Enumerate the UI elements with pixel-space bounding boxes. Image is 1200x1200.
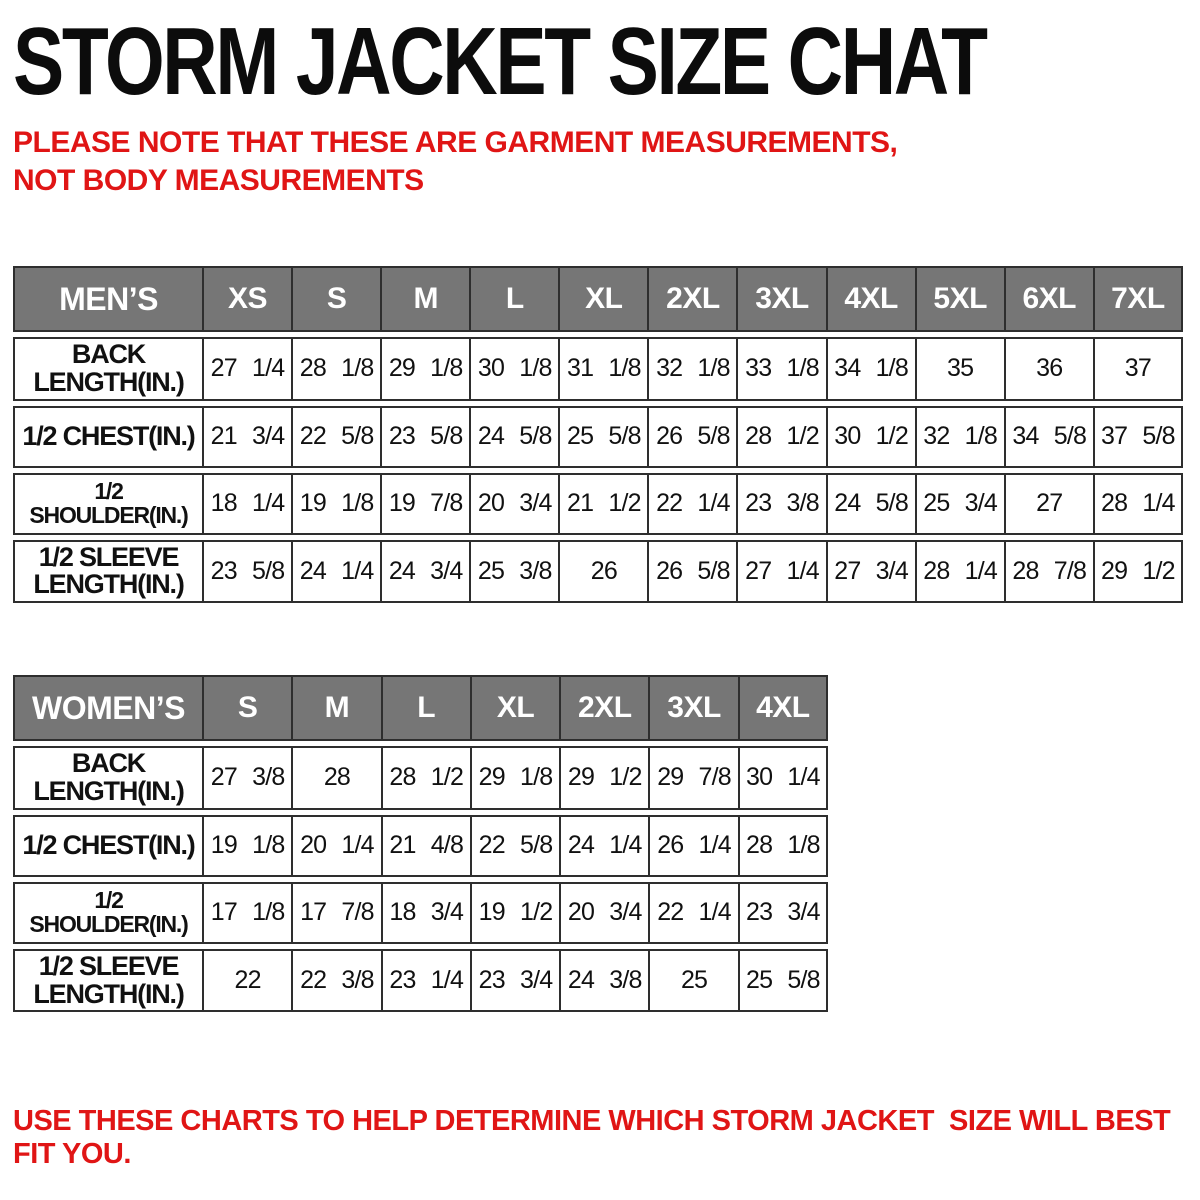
cell-value: 36	[1005, 337, 1094, 401]
womens-half-shoulder-row	[13, 882, 828, 944]
cell-value: 28 7/8	[1005, 540, 1094, 604]
mens-half-sleeve-row	[13, 540, 1183, 604]
mens-half-shoulder-row	[13, 473, 1183, 535]
womens-back-length-row	[13, 746, 828, 810]
page-title: STORM JACKET SIZE CHAT	[13, 8, 986, 115]
cell-value: 20 3/4	[560, 882, 649, 944]
cell-value: 20 1/4	[292, 815, 381, 877]
cell-value: 22 5/8	[471, 815, 560, 877]
cell-value: 37 5/8	[1094, 406, 1183, 468]
row-label: BACK LENGTH(IN.)	[13, 337, 203, 401]
garment-measurement-note: PLEASE NOTE THAT THESE ARE GARMENT MEASUREMENTS, NOT BODY MEASUREMENTS	[13, 126, 898, 197]
cell-value: 28 1/8	[292, 337, 381, 401]
womens-size-header-3xl: 3XL	[649, 675, 738, 741]
cell-value: 32 1/8	[916, 406, 1005, 468]
cell-value: 19 1/8	[203, 815, 292, 877]
mens-size-header-s: S	[292, 266, 381, 332]
row-label: 1/2 SHOULDER(IN.)	[13, 882, 203, 944]
cell-value: 20 3/4	[470, 473, 559, 535]
cell-value: 29 1/8	[471, 746, 560, 810]
cell-value: 22 1/4	[649, 882, 738, 944]
cell-value: 28 1/2	[737, 406, 826, 468]
womens-size-header-l: L	[382, 675, 471, 741]
cell-value: 34 1/8	[827, 337, 916, 401]
womens-size-header-4xl: 4XL	[739, 675, 828, 741]
cell-value: 26 1/4	[649, 815, 738, 877]
cell-value: 19 1/2	[471, 882, 560, 944]
cell-value: 18 3/4	[382, 882, 471, 944]
mens-size-header-xl: XL	[559, 266, 648, 332]
cell-value: 29 1/8	[381, 337, 470, 401]
mens-size-table	[13, 261, 1183, 608]
cell-value: 23 1/4	[382, 949, 471, 1013]
cell-value: 24 5/8	[827, 473, 916, 535]
cell-value: 28 1/4	[1094, 473, 1183, 535]
cell-value: 35	[916, 337, 1005, 401]
mens-size-header-7xl: 7XL	[1094, 266, 1183, 332]
cell-value: 22 5/8	[292, 406, 381, 468]
cell-value: 19 7/8	[381, 473, 470, 535]
cell-value: 37	[1094, 337, 1183, 401]
womens-size-header-m: M	[292, 675, 381, 741]
cell-value: 22	[203, 949, 292, 1013]
mens-size-header-5xl: 5XL	[916, 266, 1005, 332]
cell-value: 25 3/8	[470, 540, 559, 604]
cell-value: 24 3/8	[560, 949, 649, 1013]
cell-value: 33 1/8	[737, 337, 826, 401]
cell-value: 30 1/2	[827, 406, 916, 468]
cell-value: 25	[649, 949, 738, 1013]
cell-value: 29 1/2	[1094, 540, 1183, 604]
cell-value: 27 3/8	[203, 746, 292, 810]
cell-value: 23 3/8	[737, 473, 826, 535]
cell-value: 28	[292, 746, 381, 810]
mens-size-header-4xl: 4XL	[827, 266, 916, 332]
row-label: 1/2 CHEST(IN.)	[13, 815, 203, 877]
mens-half-chest-row	[13, 406, 1183, 468]
row-label: 1/2 SHOULDER(IN.)	[13, 473, 203, 535]
cell-value: 31 1/8	[559, 337, 648, 401]
cell-value: 22 3/8	[292, 949, 381, 1013]
cell-value: 27 3/4	[827, 540, 916, 604]
cell-value: 32 1/8	[648, 337, 737, 401]
mens-size-header-xs: XS	[203, 266, 292, 332]
womens-size-table	[13, 670, 828, 1017]
cell-value: 25 5/8	[559, 406, 648, 468]
cell-value: 34 5/8	[1005, 406, 1094, 468]
cell-value: 27 1/4	[203, 337, 292, 401]
mens-corner-label: MEN’S	[13, 266, 203, 332]
cell-value: 26 5/8	[648, 406, 737, 468]
cell-value: 17 1/8	[203, 882, 292, 944]
cell-value: 23 5/8	[203, 540, 292, 604]
cell-value: 27 1/4	[737, 540, 826, 604]
cell-value: 23 5/8	[381, 406, 470, 468]
cell-value: 30 1/8	[470, 337, 559, 401]
mens-header-row	[13, 266, 1183, 332]
cell-value: 27	[1005, 473, 1094, 535]
cell-value: 23 3/4	[739, 882, 828, 944]
mens-size-header-l: L	[470, 266, 559, 332]
cell-value: 24 3/4	[381, 540, 470, 604]
mens-size-header-3xl: 3XL	[737, 266, 826, 332]
row-label: 1/2 SLEEVE LENGTH(IN.)	[13, 540, 203, 604]
mens-size-header-6xl: 6XL	[1005, 266, 1094, 332]
womens-corner-label: WOMEN’S	[13, 675, 203, 741]
cell-value: 26 5/8	[648, 540, 737, 604]
cell-value: 29 1/2	[560, 746, 649, 810]
cell-value: 23 3/4	[471, 949, 560, 1013]
cell-value: 28 1/2	[382, 746, 471, 810]
cell-value: 26	[559, 540, 648, 604]
cell-value: 28 1/8	[739, 815, 828, 877]
cell-value: 21 4/8	[382, 815, 471, 877]
womens-half-chest-row	[13, 815, 828, 877]
cell-value: 21 1/2	[559, 473, 648, 535]
womens-size-header-2xl: 2XL	[560, 675, 649, 741]
cell-value: 17 7/8	[292, 882, 381, 944]
cell-value: 24 5/8	[470, 406, 559, 468]
cell-value: 30 1/4	[739, 746, 828, 810]
mens-size-header-m: M	[381, 266, 470, 332]
cell-value: 19 1/8	[292, 473, 381, 535]
row-label: 1/2 SLEEVE LENGTH(IN.)	[13, 949, 203, 1013]
cell-value: 25 3/4	[916, 473, 1005, 535]
cell-value: 24 1/4	[292, 540, 381, 604]
mens-size-header-2xl: 2XL	[648, 266, 737, 332]
cell-value: 24 1/4	[560, 815, 649, 877]
cell-value: 25 5/8	[739, 949, 828, 1013]
womens-size-header-xl: XL	[471, 675, 560, 741]
cell-value: 22 1/4	[648, 473, 737, 535]
mens-back-length-row	[13, 337, 1183, 401]
womens-header-row	[13, 675, 828, 741]
row-label: BACK LENGTH(IN.)	[13, 746, 203, 810]
fit-guidance-note: USE THESE CHARTS TO HELP DETERMINE WHICH STORM JACKET SIZE WILL BEST FIT YOU.	[13, 1105, 1178, 1171]
womens-size-header-s: S	[203, 675, 292, 741]
cell-value: 29 7/8	[649, 746, 738, 810]
cell-value: 18 1/4	[203, 473, 292, 535]
womens-half-sleeve-row	[13, 949, 828, 1013]
cell-value: 28 1/4	[916, 540, 1005, 604]
cell-value: 21 3/4	[203, 406, 292, 468]
row-label: 1/2 CHEST(IN.)	[13, 406, 203, 468]
